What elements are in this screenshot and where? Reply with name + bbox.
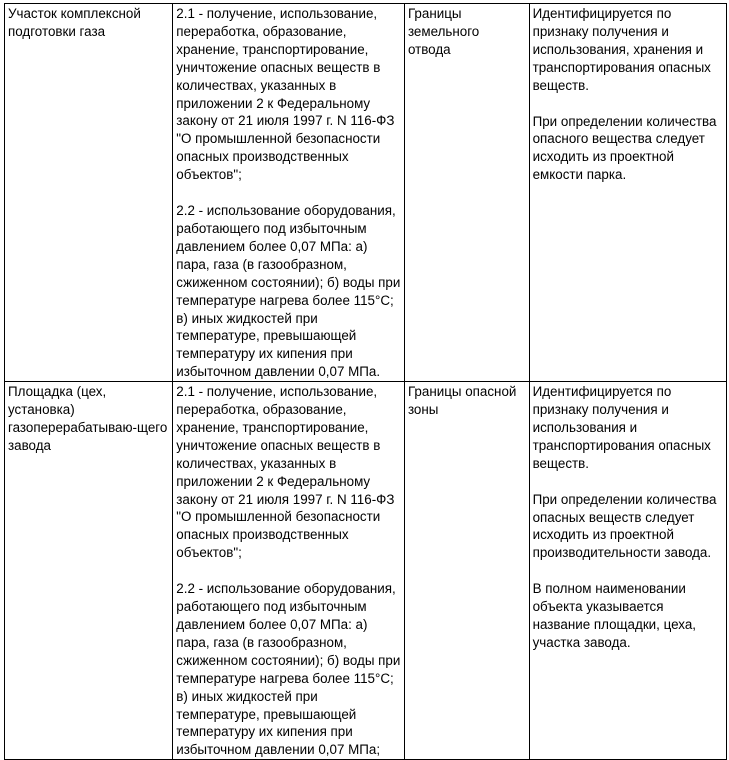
boundaries-cell bbox=[404, 382, 529, 760]
table-row bbox=[5, 4, 727, 382]
notes-cell bbox=[529, 382, 726, 760]
notes-cell bbox=[529, 4, 726, 382]
table-row bbox=[5, 382, 727, 760]
criteria-cell bbox=[173, 4, 405, 382]
object-name-cell bbox=[5, 4, 173, 382]
criterion-2-1: 2.1 - получение, использование, переработка, образование, хранение, транспортирование, уничтожение опасных веществ в количествах, указанных в приложении 2 к Федеральному закону от 21 июля 1997 г. N 116-ФЗ "О промышленной безопасности опасных производственных объектов"; bbox=[176, 384, 395, 561]
boundaries-text: Границы опасной зоны bbox=[407, 384, 517, 418]
object-name-cell bbox=[5, 382, 173, 760]
object-name: Участок комплексной подготовки газа bbox=[8, 6, 141, 39]
criteria-cell bbox=[173, 382, 405, 760]
criterion-2-2: 2.2 - использование оборудования, работающего под избыточным давлением более 0,07 МПа: а) пара, газа (в газообразном, сжиженном состоянии); б) воды при температуре нагрева более 115°C; в) иных жидкостей при температуре, превышающей температуру их кипения при избыточном давлении 0,07 МПа. bbox=[176, 203, 401, 380]
criterion-2-2: 2.2 - использование оборудования, работающего под избыточным давлением более 0,07 МПа: а) пара, газа (в газообразном, сжиженном состоянии); б) воды при температуре нагрева более 115°C; в) иных жидкостей при температуре, превышающей температуру их кипения при избыточном давлении 0,07 МПа; bbox=[176, 581, 401, 758]
note-quantity: При определении количества опасного вещества следует исходить из проектной емкости парка. bbox=[532, 113, 717, 183]
object-name: Площадка (цех, установка) газоперерабатываю-щего завода bbox=[8, 384, 168, 453]
note-identification: Идентифицируется по признаку получения и использования и транспортирования опасных веществ. bbox=[532, 384, 711, 471]
note-identification: Идентифицируется по признаку получения и использования, хранения и транспортирования опасных веществ. bbox=[532, 6, 711, 93]
boundaries-text: Границы земельного отвода bbox=[407, 6, 480, 57]
note-full-name: В полном наименовании объекта указывается название площадки, цеха, участка завода. bbox=[532, 581, 696, 650]
note-quantity: При определении количества опасных веществ следует исходить из проектной производительности завода. bbox=[532, 491, 717, 561]
criterion-2-1: 2.1 - получение, использование, переработка, образование, хранение, транспортирование, уничтожение опасных веществ в количествах, указанных в приложении 2 к Федеральному закону от 21 июля 1997 г. N 116-ФЗ "О промышленной безопасности опасных производственных объектов"; bbox=[176, 6, 395, 183]
boundaries-cell bbox=[404, 4, 529, 382]
hazard-identification-table bbox=[4, 3, 727, 760]
